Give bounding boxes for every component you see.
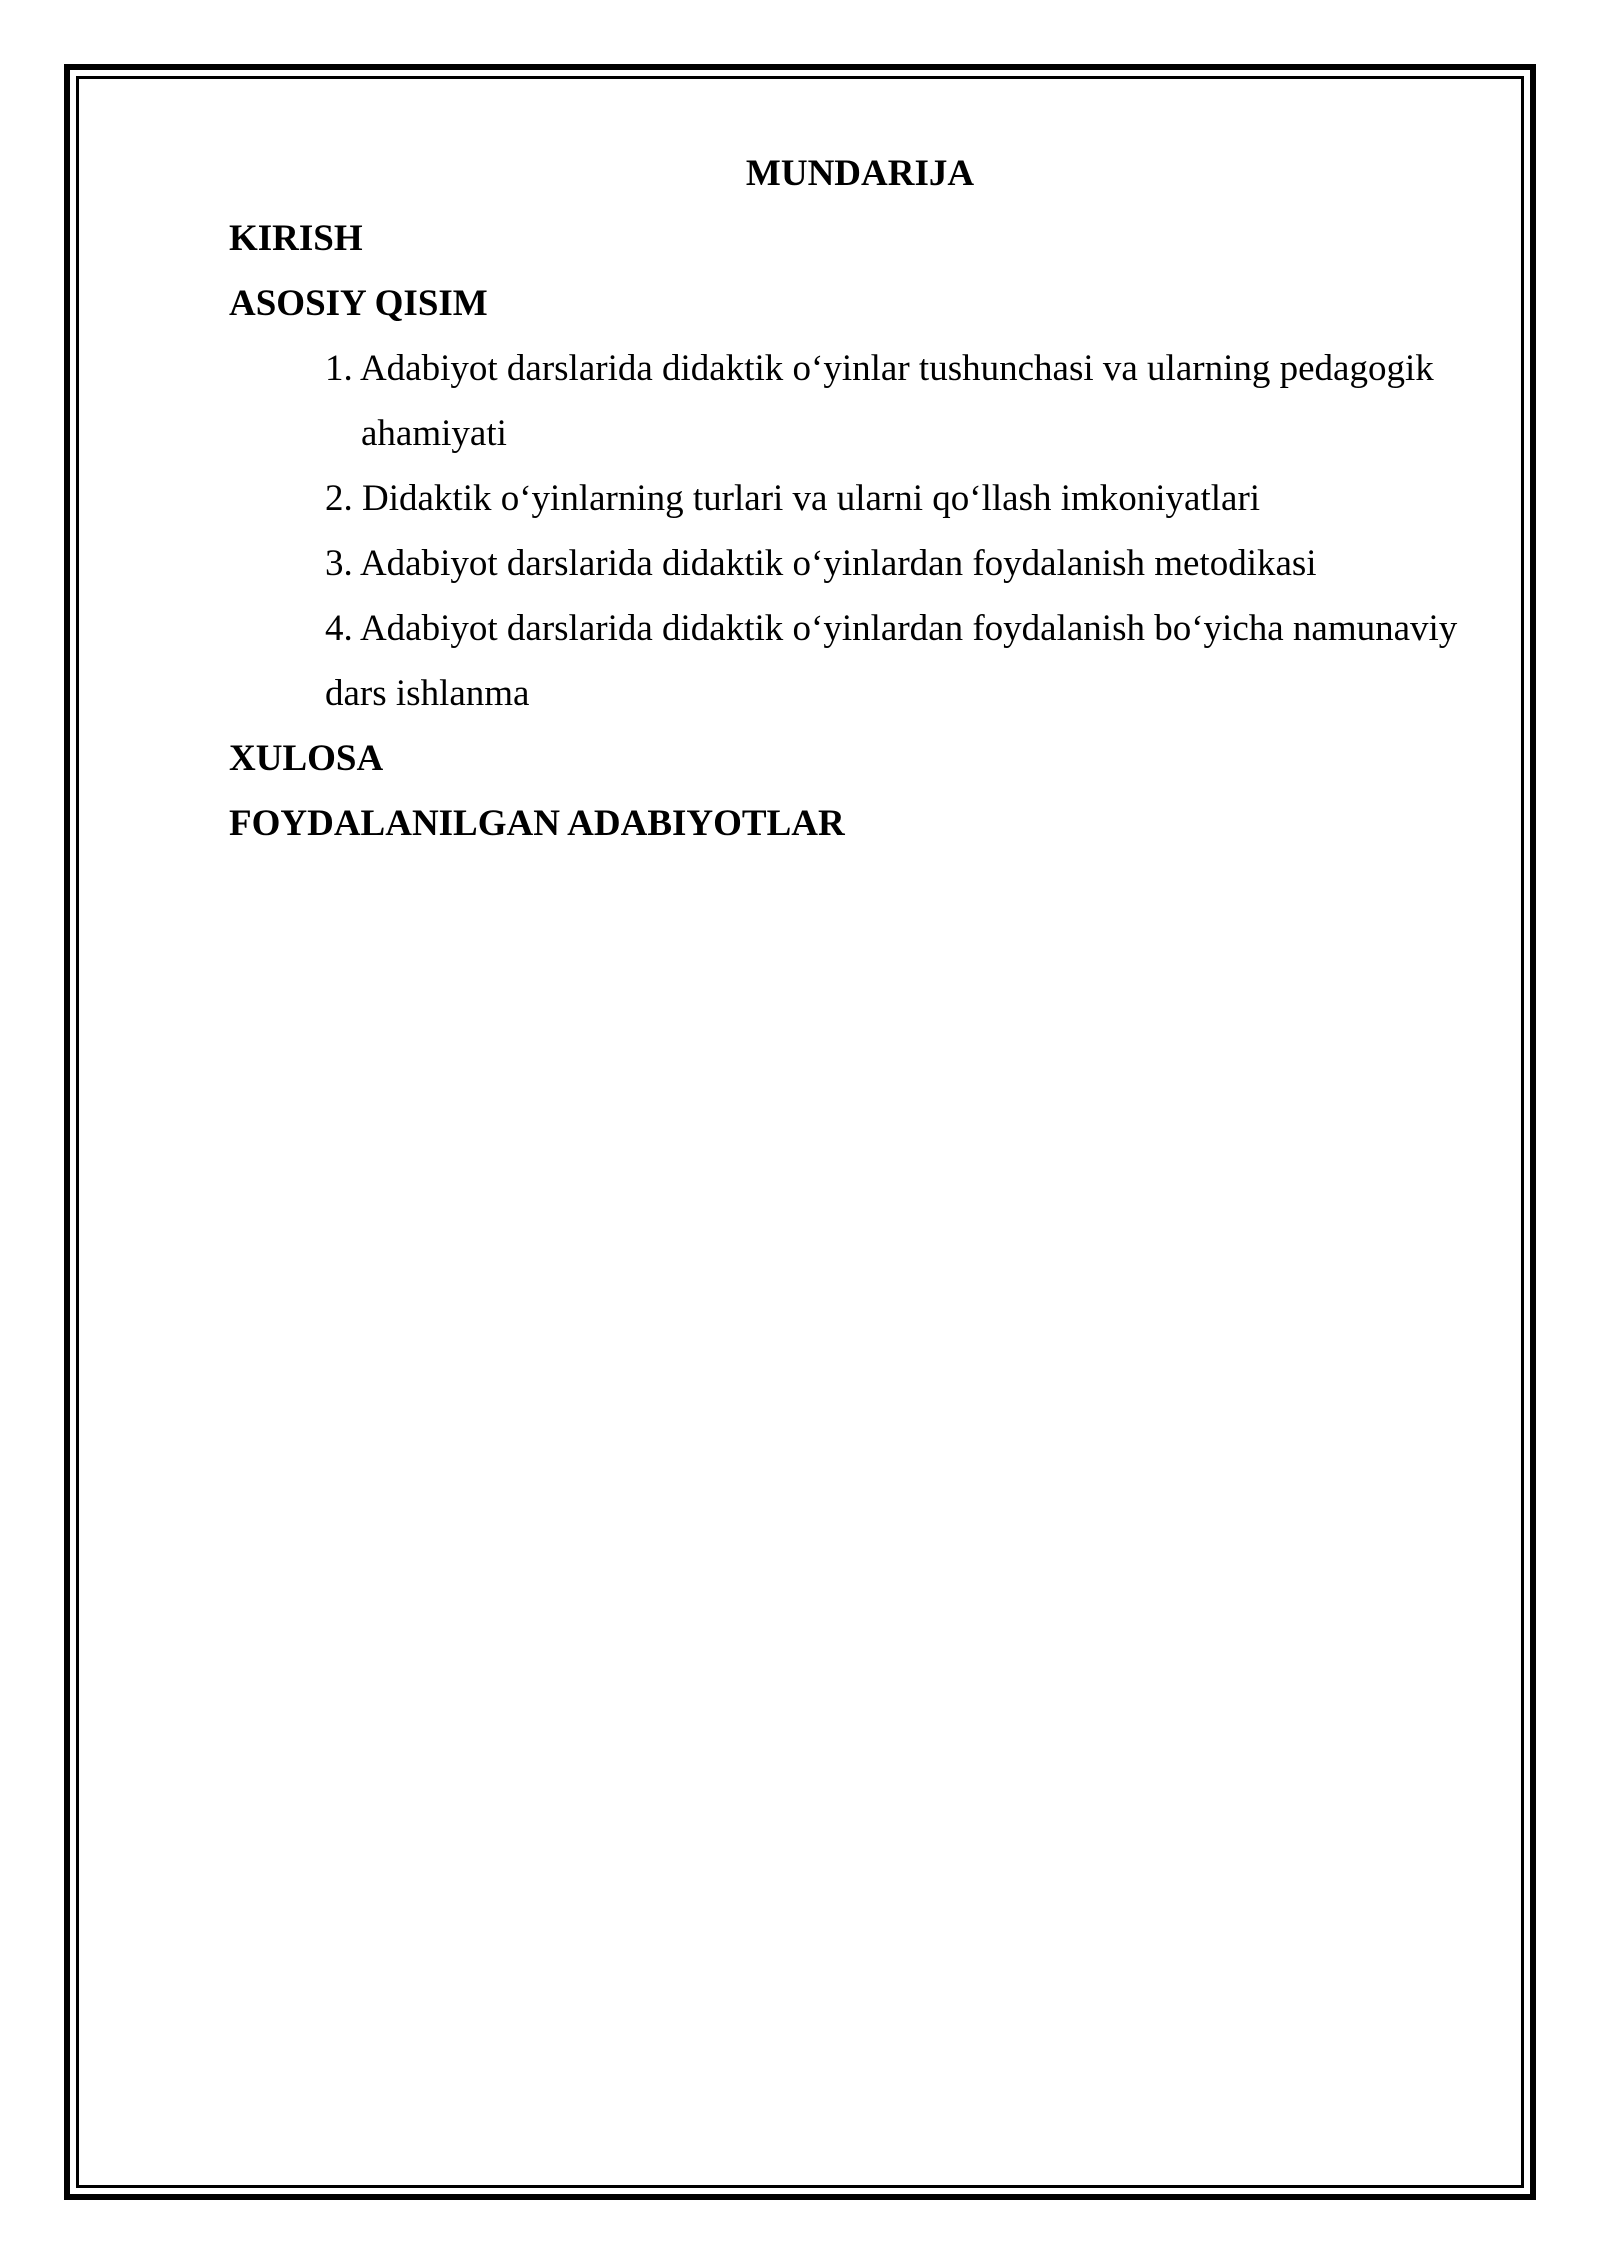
toc-item-2: 2. Didaktik o‘yinlarning turlari va ularni qo‘llash imkoniyatlari	[325, 478, 1261, 519]
toc-item-4-line-1: 4. Adabiyot darslarida didaktik o‘yinlardan foydalanish bo‘yicha namunaviy	[325, 608, 1458, 649]
toc-item-1-line-1: 1. Adabiyot darslarida didaktik o‘yinlar tushunchasi va ularning pedagogik	[325, 348, 1434, 389]
toc-heading-references: FOYDALANILGAN ADABIYOTLAR	[229, 803, 845, 844]
toc-title: MUNDARIJA	[745, 153, 975, 194]
toc-item-3: 3. Adabiyot darslarida didaktik o‘yinlardan foydalanish metodikasi	[325, 543, 1317, 584]
toc-heading-intro: KIRISH	[229, 218, 363, 259]
toc-heading-conclusion: XULOSA	[229, 738, 384, 779]
toc-item-1-line-2: ahamiyati	[361, 413, 507, 454]
toc-heading-main: ASOSIY QISIM	[229, 283, 488, 324]
toc-item-4-line-2: dars ishlanma	[325, 673, 530, 714]
